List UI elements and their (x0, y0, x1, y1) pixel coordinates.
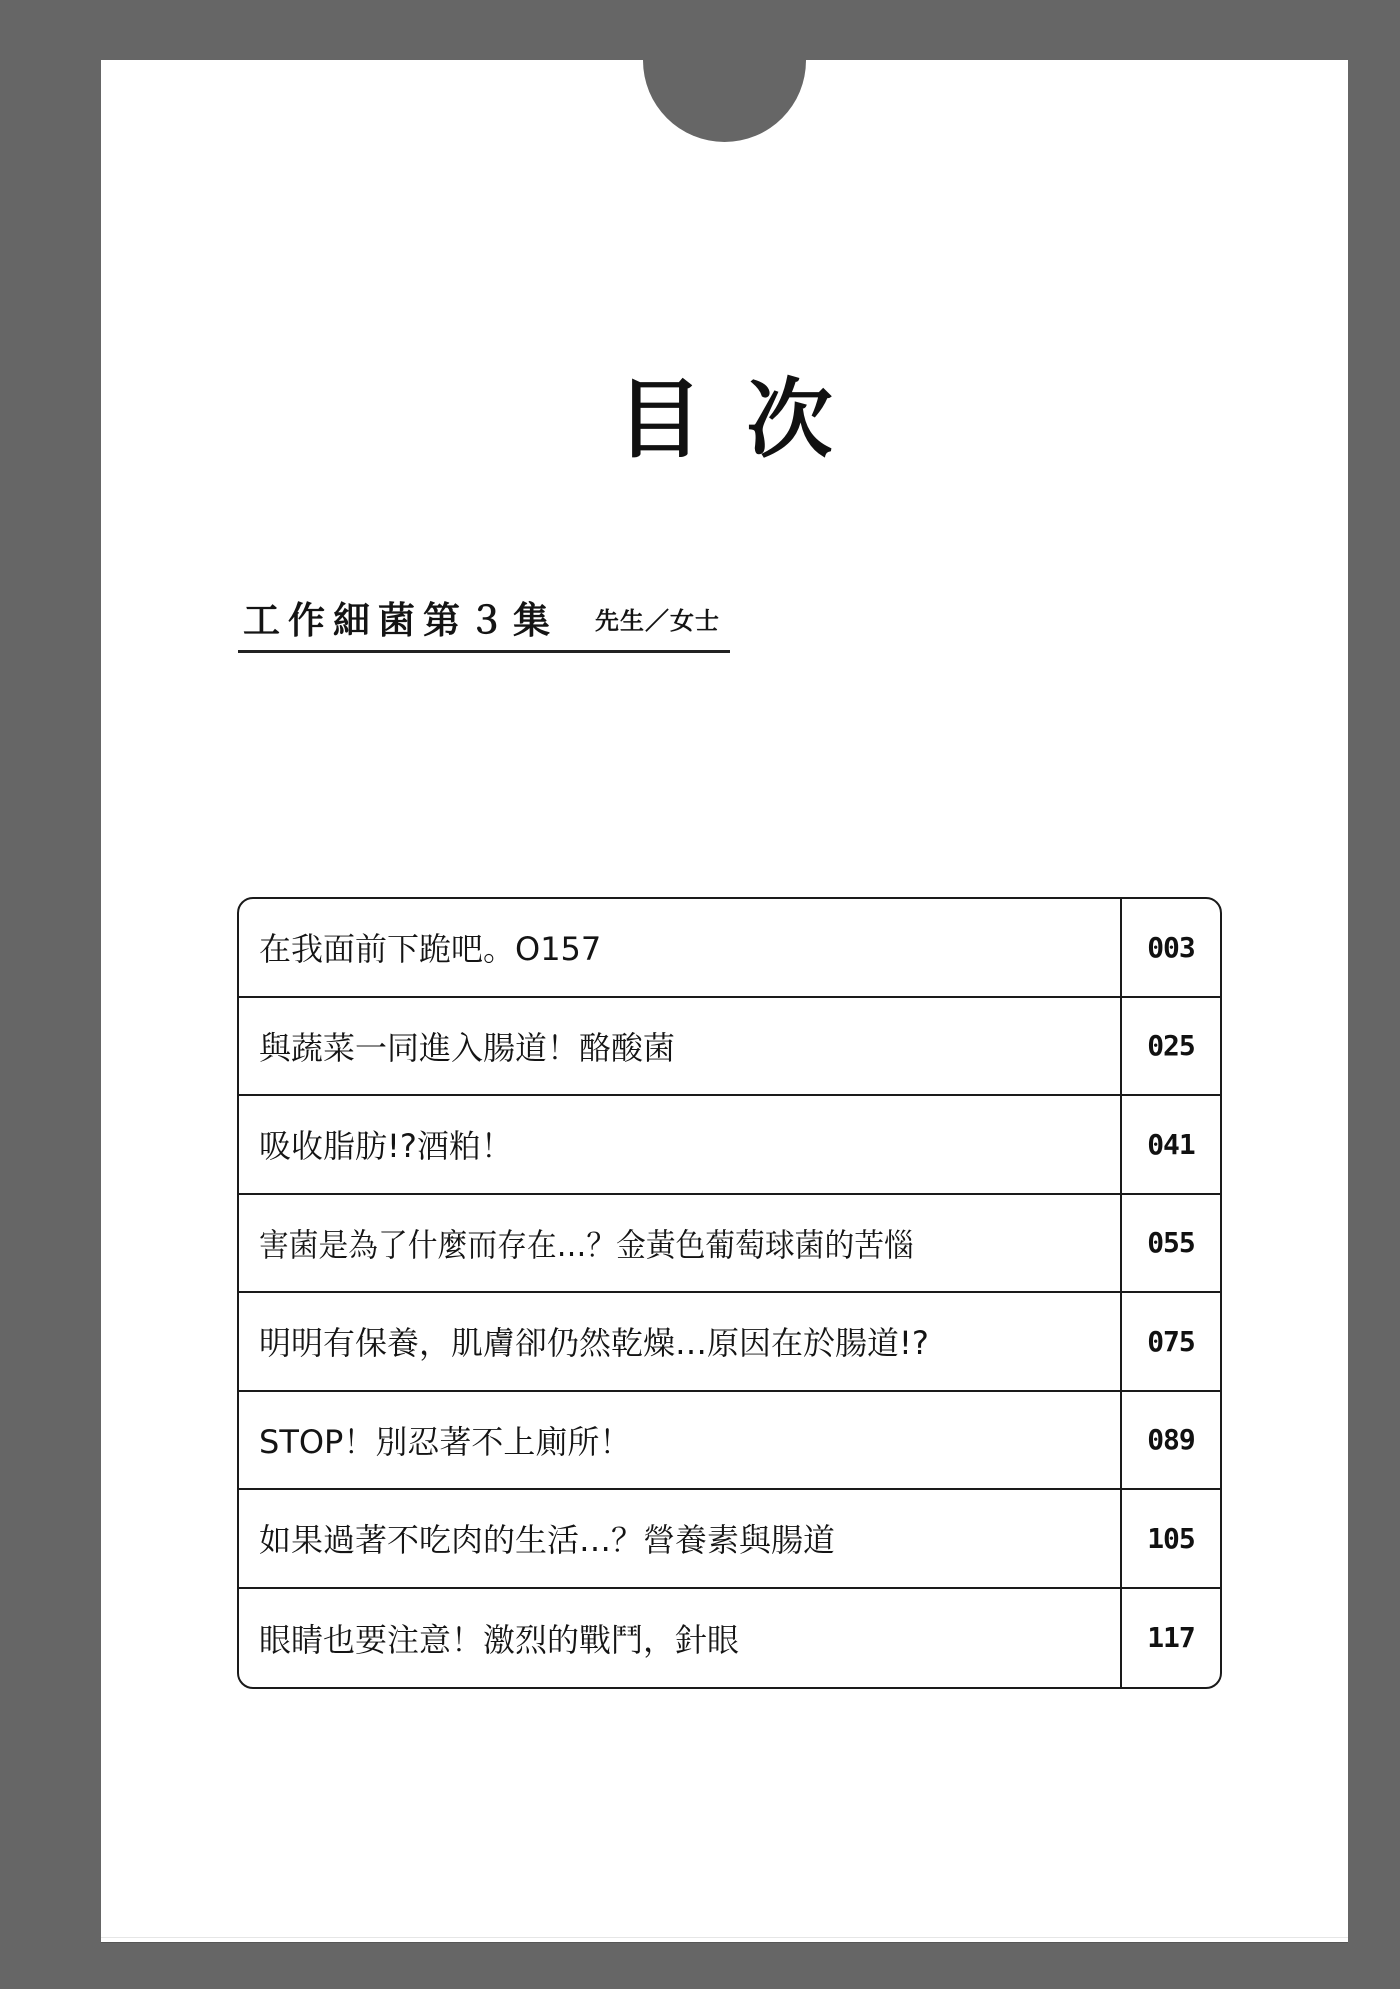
toc-entry[interactable] (239, 1589, 1220, 1688)
toc-entry-page: 075 (1147, 1324, 1195, 1358)
toc-entry-title: 在我面前下跪吧。O157 (239, 899, 1122, 996)
toc-entry-title: STOP！別忍著不上廁所！ (239, 1392, 1122, 1489)
toc-entry-page: 105 (1147, 1521, 1195, 1555)
toc-entry-title: 吸收脂肪!?酒粕！ (239, 1096, 1122, 1193)
toc-entry[interactable] (239, 1293, 1220, 1392)
toc-entry-page: 089 (1147, 1423, 1195, 1457)
toc-entry-page: 025 (1147, 1029, 1195, 1063)
toc-entry-title: 害菌是為了什麼而存在…？金黃色葡萄球菌的苦惱 (239, 1195, 1122, 1292)
toc-entry-title: 與蔬菜一同進入腸道！酪酸菌 (239, 998, 1122, 1095)
page-edge-line (101, 1937, 1348, 1938)
table-of-contents (237, 897, 1222, 1689)
toc-entry[interactable] (239, 1096, 1220, 1195)
toc-entry-title: 明明有保養，肌膚卻仍然乾燥…原因在於腸道!? (239, 1293, 1122, 1390)
series-title: 工作細菌第３集 (243, 598, 558, 642)
author-credit: 先生／女士 (595, 607, 720, 635)
toc-entry[interactable] (239, 1195, 1220, 1294)
toc-entry-title: 眼睛也要注意！激烈的戰鬥，針眼 (239, 1589, 1122, 1688)
toc-entry-page: 055 (1147, 1226, 1195, 1260)
page-title: 目次 (616, 370, 877, 470)
toc-entry[interactable] (239, 899, 1220, 998)
toc-entry-page: 041 (1147, 1127, 1195, 1161)
toc-entry-title: 如果過著不吃肉的生活…？營養素與腸道 (239, 1490, 1122, 1587)
toc-entry-page: 003 (1147, 930, 1195, 964)
toc-entry-page: 117 (1147, 1621, 1195, 1655)
page-notch (643, 58, 806, 142)
book-page (101, 60, 1348, 1942)
toc-entry[interactable] (239, 1392, 1220, 1491)
series-heading (238, 590, 730, 653)
toc-entry[interactable] (239, 998, 1220, 1097)
toc-entry[interactable] (239, 1490, 1220, 1589)
